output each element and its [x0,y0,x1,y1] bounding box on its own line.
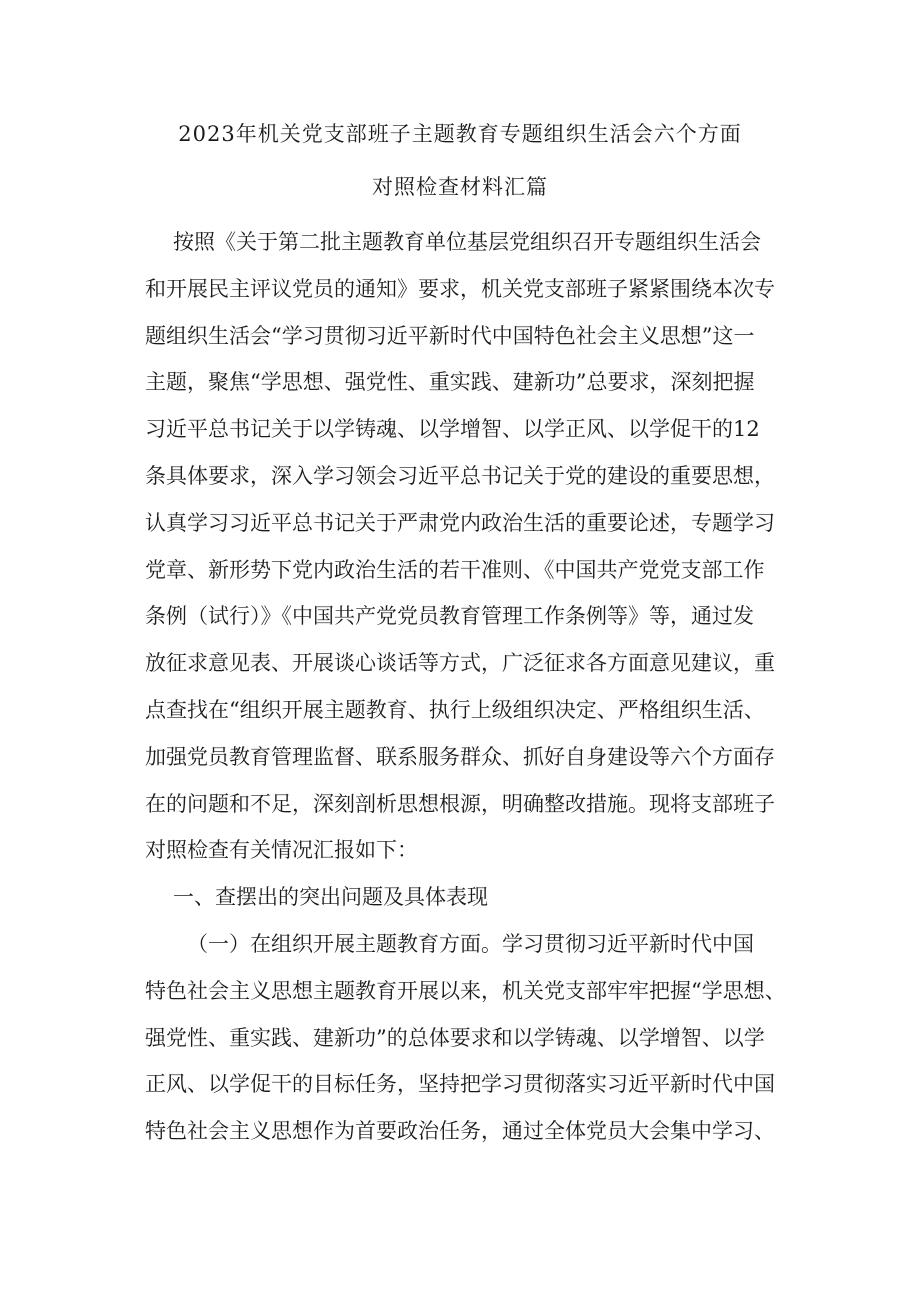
body-line: 认真学习习近平总书记关于严肃党内政治生活的重要论述，专题学习 [145,510,775,535]
body-line: 条例（试行）》《中国共产党党员教育管理工作条例等》等，通过发 [145,604,754,629]
document-title-line-1: 2023年机关党支部班子主题教育专题组织生活会六个方面 [178,122,742,146]
body-line: 和开展民主评议党员的通知》要求，机关党支部班子紧紧围绕本次专 [145,276,775,301]
body-line: 主题，聚焦“学思想、强党性、重实践、建新功”总要求，深刻把握 [145,370,755,395]
body-line: 习近平总书记关于以学铸魂、以学增智、以学正风、以学促干的12 [145,417,760,442]
body-line: 正风、以学促干的目标任务，坚持把学习贯彻落实习近平新时代中国 [145,1072,775,1097]
section-heading: 一、查摆出的突出问题及具体表现 [173,885,488,910]
body-line: 按照《关于第二批主题教育单位基层党组织召开专题组织生活会 [173,230,761,254]
body-line: 条具体要求，深入学习领会习近平总书记关于党的建设的重要思想， [145,463,775,488]
body-line: 在的问题和不足，深刻剖析思想根源，明确整改措施。现将支部班子 [145,791,775,816]
document-title-line-2: 对照检查材料汇篇 [372,175,548,199]
document-body [145,227,795,1163]
body-line: 点查找在“组织开展主题教育、执行上级组织决定、严格组织生活、 [145,697,765,722]
body-line: 对照检查有关情况汇报如下： [145,838,418,863]
body-line: 题组织生活会“学习贯彻习近平新时代中国特色社会主义思想”这一 [145,323,755,348]
body-line: （一）在组织开展主题教育方面。学习贯彻习近平新时代中国 [187,931,754,956]
body-line: 党章、新形势下党内政治生活的若干准则、《中国共产党党支部工作 [145,557,765,582]
body-line: 特色社会主义思想主题教育开展以来，机关党支部牢牢把握“学思想、 [145,978,786,1003]
body-line: 强党性、重实践、建新功”的总体要求和以学铸魂、以学增智、以学 [145,1025,765,1050]
body-line: 放征求意见表、开展谈心谈话等方式，广泛征求各方面意见建议，重 [145,651,775,676]
body-line: 加强党员教育管理监督、联系服务群众、抓好自身建设等六个方面存 [145,744,775,769]
body-line: 特色社会主义思想作为首要政治任务，通过全体党员大会集中学习、 [145,1119,775,1144]
